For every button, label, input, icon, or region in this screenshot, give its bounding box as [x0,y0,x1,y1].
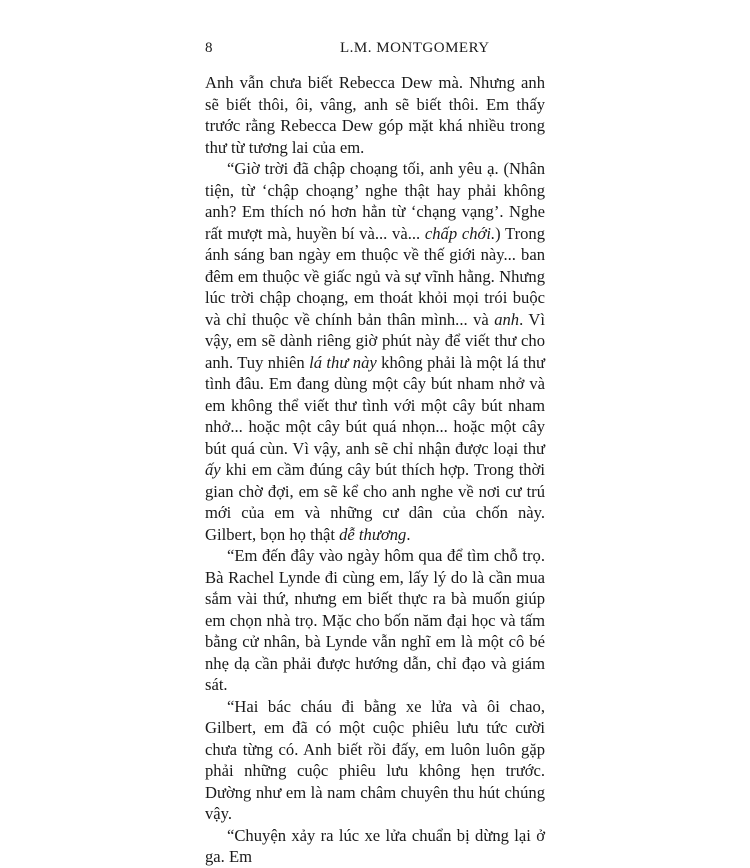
body-text [205,72,545,868]
text-run: “Hai bác cháu đi bằng xe lửa và ôi chao, Gilbert, em đã có một cuộc phiêu lưu tức cười chưa từng có. Anh biết rồi đấy, em luôn luôn gặp phải những cuộc phiêu lưu không hẹn trước. Dường như em là nam châm chuyên thu hút chúng vậy. [205,696,545,823]
italic-text: dễ thương [339,524,407,544]
text-run: Anh vẫn chưa biết Rebecca Dew mà. Nhưng anh sẽ biết thôi, ôi, vâng, anh sẽ biết thôi. Em thấy trước rằng Rebecca Dew góp mặt khá nhiều trong thư từ tương lai của em. [205,73,545,157]
text-run: ) Trong ánh sáng ban ngày em thuộc về thế giới này... ban đêm em thuộc về giấc ngủ và sự vĩnh hằng. Nhưng lúc trời chập choạng, em thoát khỏi mọi trói buộc và chỉ thuộc về chính bản thân mình... và [205,223,546,329]
italic-text: ấy [205,460,221,479]
text-run: “Chuyện xảy ra lúc xe lửa chuẩn bị dừng lại ở ga. Em [205,825,545,866]
text-run: . [406,524,411,544]
text-run: “Em đến đây vào ngày hôm qua để tìm chỗ trọ. Bà Rachel Lynde đi cùng em, lấy lý do là cần mua sắm vài thứ, nhưng em biết thực ra bà muốn giúp em chọn nhà trọ. Mặc cho bốn năm đại học và tấm bằng cử nhân, bà Lynde vẫn nghĩ em là một cô bé nhẹ dạ cần phải được hướng dẫn, chỉ đạo và giám sát. [205,546,545,694]
page-number: 8 [205,40,213,56]
paragraph [205,545,545,696]
paragraph [205,158,545,545]
italic-text: anh [494,309,520,329]
running-head: L.M. MONTGOMERY [340,40,490,56]
italic-text: lá thư này [309,352,377,372]
text-run: “Giờ trời đã chập choạng tối, anh yêu ạ. (Nhân tiện, từ ‘chập choạng’ nghe thật hay phải không anh? Em thích nó hơn hẳn từ ‘chạng vạng’. Nghe rất mượt mà, huyền bí và... và... [205,159,545,243]
page-header [0,40,750,64]
italic-text: chấp chới. [424,223,496,243]
text-run: không phải là một lá thư tình đâu. Em đang dùng một cây bút nham nhở và em không thể viết thư tình với một cây bút nham nhở... hoặc một cây bút quá nhọn... hoặc một cây bút quá cùn. Vì vậy, anh sẽ chỉ nhận được loại thư [205,352,546,458]
text-run: khi em cầm đúng cây bút thích hợp. Trong thời gian chờ đợi, em sẽ kể cho anh nghe về nơi cư trú mới của em và những cư dân của chốn này. Gilbert, bọn họ thật [205,460,545,544]
paragraph [205,825,545,868]
paragraph [205,72,545,158]
text-run: . Vì vậy, em sẽ dành riêng giờ phút này để viết thư cho anh. Tuy nhiên [205,309,545,372]
paragraph [205,696,545,825]
